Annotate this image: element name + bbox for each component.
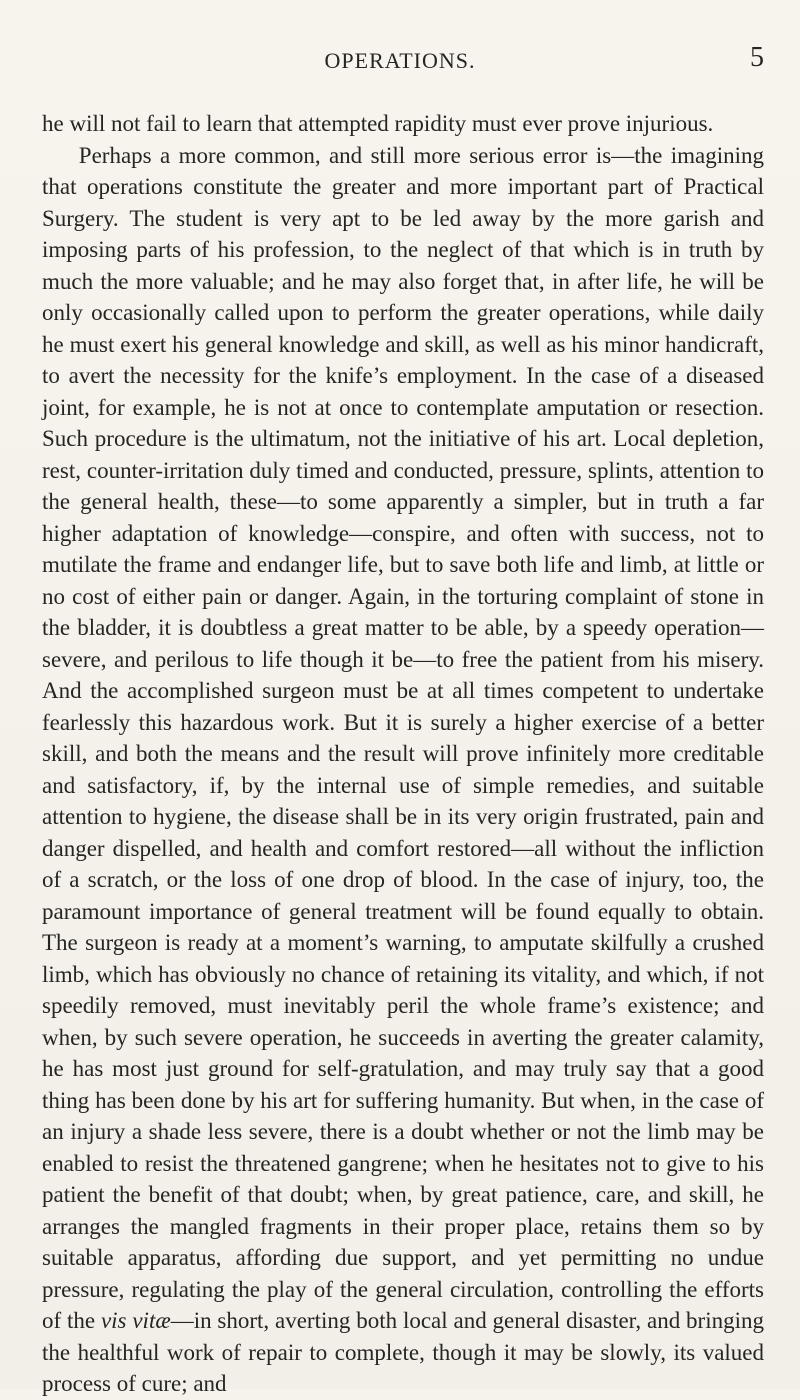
paragraph-2-main-text: Perhaps a more common, and still more serious error is—the imagining that operations constitute the greater and more important part of Practical Surgery. The student is very apt to be led away by the more garish and imposing parts of his profession, to the neglect of that which is in truth by much the more valuable; and he may also forget that, in after life, he will be only occasionally called upon to perform the greater operations, while daily he must exert his general knowledge and skill, as well as his minor handicraft, to avert the necessity for the knife’s employment. In the case of a diseased joint, for example, he is not at once to contemplate amputation or resection. Such procedure is the ultimatum, not the initiative of his art. Local depletion, rest, counter-irritation duly timed and conducted, pressure, splints, attention to the general health, these—to some apparently a simpler, but in truth a far higher adaptation of knowledge—conspire, and often with success, not to mutilate the frame and endanger life, but to save both life and limb, at little or no cost of either pain or danger. Again, in the torturing complaint of stone in the bladder, it is doubtless a great matter to be able, by a speedy operation—severe, and perilous to life though it be—to free the patient from his misery. And the accomplished surgeon must be at all times competent to undertake fearlessly this hazardous work. But it is surely a higher exercise of a better skill, and both the means and the result will prove infinitely more creditable and satisfactory, if, by the internal use of simple remedies, and suitable attention to hygiene, the disease shall be in its very origin frustrated, pain and danger dispelled, and health and comfort restored—all without the infliction of a scratch, or the loss of one drop of blood. In the case of injury, too, the paramount importance of general treatment will be found equally to obtain. The surgeon is ready at a moment’s warning, to amputate skilfully a crushed limb, which has obviously no chance of retaining its vitality, and which, if not speedily removed, must inevitably peril the whole frame’s existence; and when, by such severe operation, he succeeds in averting the greater calamity, he has most just ground for self-gratulation, and may truly say that a good thing has been done by his art for suffering humanity. But when, in the case of an injury a shade less severe, there is a doubt whether or not the limb may be enabled to resist the threatened gangrene; when he hesitates not to give to his patient the benefit of that doubt; when, by great patience, care, and skill, he arranges the mangled fragments in their proper place, retains them so by suitable apparatus, affording due support, and yet permitting no undue pressure, regulating the play of the general circulation, controlling the efforts of the [42, 142, 764, 1333]
running-title: OPERATIONS. [324, 48, 476, 73]
paragraph-2 [42, 140, 764, 1400]
running-head [0, 42, 800, 84]
paragraph-1: he will not fail to learn that attempted rapidity must ever prove injurious. [42, 111, 714, 136]
paragraph-2-closing-text: —in short, averting both local and general disaster, and bringing the healthful work of repair to complete, though it may be slowly, its valued process of cure; and [42, 1308, 764, 1396]
italic-phrase: vis vitæ [100, 1308, 171, 1333]
body-text [42, 108, 764, 1400]
page-number: 5 [750, 42, 764, 73]
